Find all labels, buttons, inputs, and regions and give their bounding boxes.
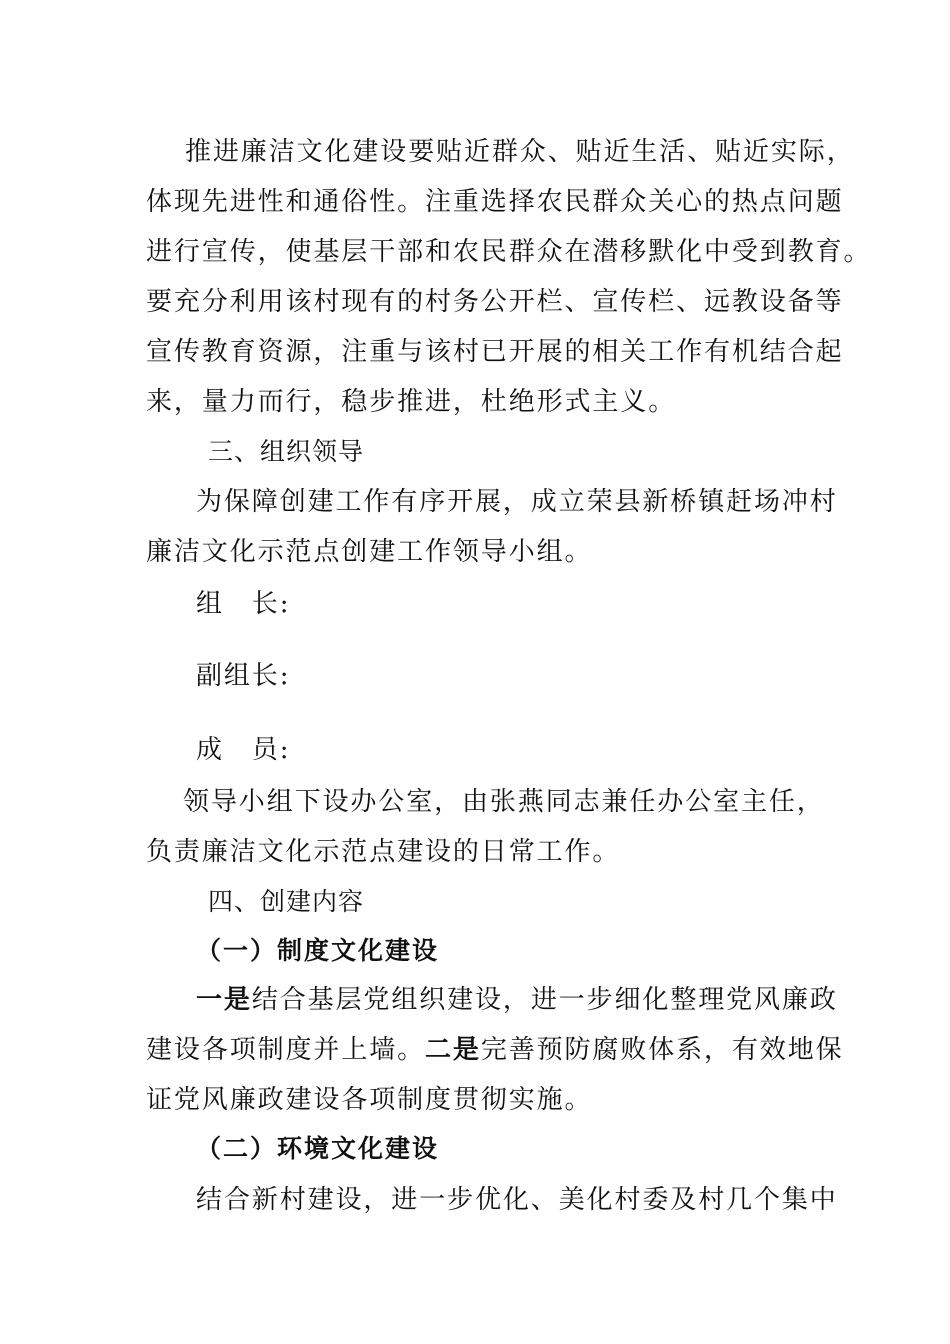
second-text: 完善预防腐败体系，有效地保 [480, 1035, 844, 1065]
paragraph-line: 进行宣传，使基层干部和农民群众在潜移默化中受到教育。 [146, 237, 872, 267]
paragraph-line: 负责廉洁文化示范点建设的日常工作。 [146, 837, 621, 867]
subsection-heading: （一）制度文化建设 [196, 936, 440, 965]
leader-label: 组 长: [196, 589, 291, 619]
paragraph-line [146, 1034, 844, 1066]
paragraph-line: 结合新村建设，进一步优化、美化村委及村几个集中 [196, 1185, 838, 1215]
paragraph-line: 宣传教育资源，注重与该村已开展的相关工作有机结合起 [146, 337, 844, 367]
section-heading: 四、创建内容 [208, 887, 365, 916]
deputy-leader-label: 副组长: [196, 661, 291, 691]
paragraph-line: 推进廉洁文化建设要贴近群众、贴近生活、贴近实际， [185, 137, 855, 167]
paragraph-line: 廉洁文化示范点创建工作领导小组。 [146, 537, 593, 567]
section-heading: 三、组织领导 [208, 437, 365, 466]
member-label: 成 员: [196, 735, 291, 765]
paragraph-line: 体现先进性和通俗性。注重选择农民群众关心的热点问题 [146, 187, 844, 217]
paragraph-line [196, 984, 838, 1016]
paragraph-line: 领导小组下设办公室，由张燕同志兼任办公室主任， [183, 787, 825, 817]
paragraph-line: 要充分利用该村现有的村务公开栏、宣传栏、远教设备等 [146, 287, 844, 317]
second-marker: 二是 [425, 1035, 481, 1065]
paragraph-line: 为保障创建工作有序开展，成立荣县新桥镇赶场冲村 [196, 487, 838, 517]
paragraph-line: 证党风廉政建设各项制度贯彻实施。 [146, 1085, 593, 1115]
paragraph-line: 来，量力而行，稳步推进，杜绝形式主义。 [146, 387, 677, 417]
first-text: 结合基层党组织建设，进一步细化整理党风廉政 [251, 985, 838, 1015]
first-marker: 一是 [196, 985, 252, 1015]
subsection-heading: （二）环境文化建设 [196, 1134, 440, 1163]
line-text: 建设各项制度并上墙。 [146, 1035, 426, 1065]
